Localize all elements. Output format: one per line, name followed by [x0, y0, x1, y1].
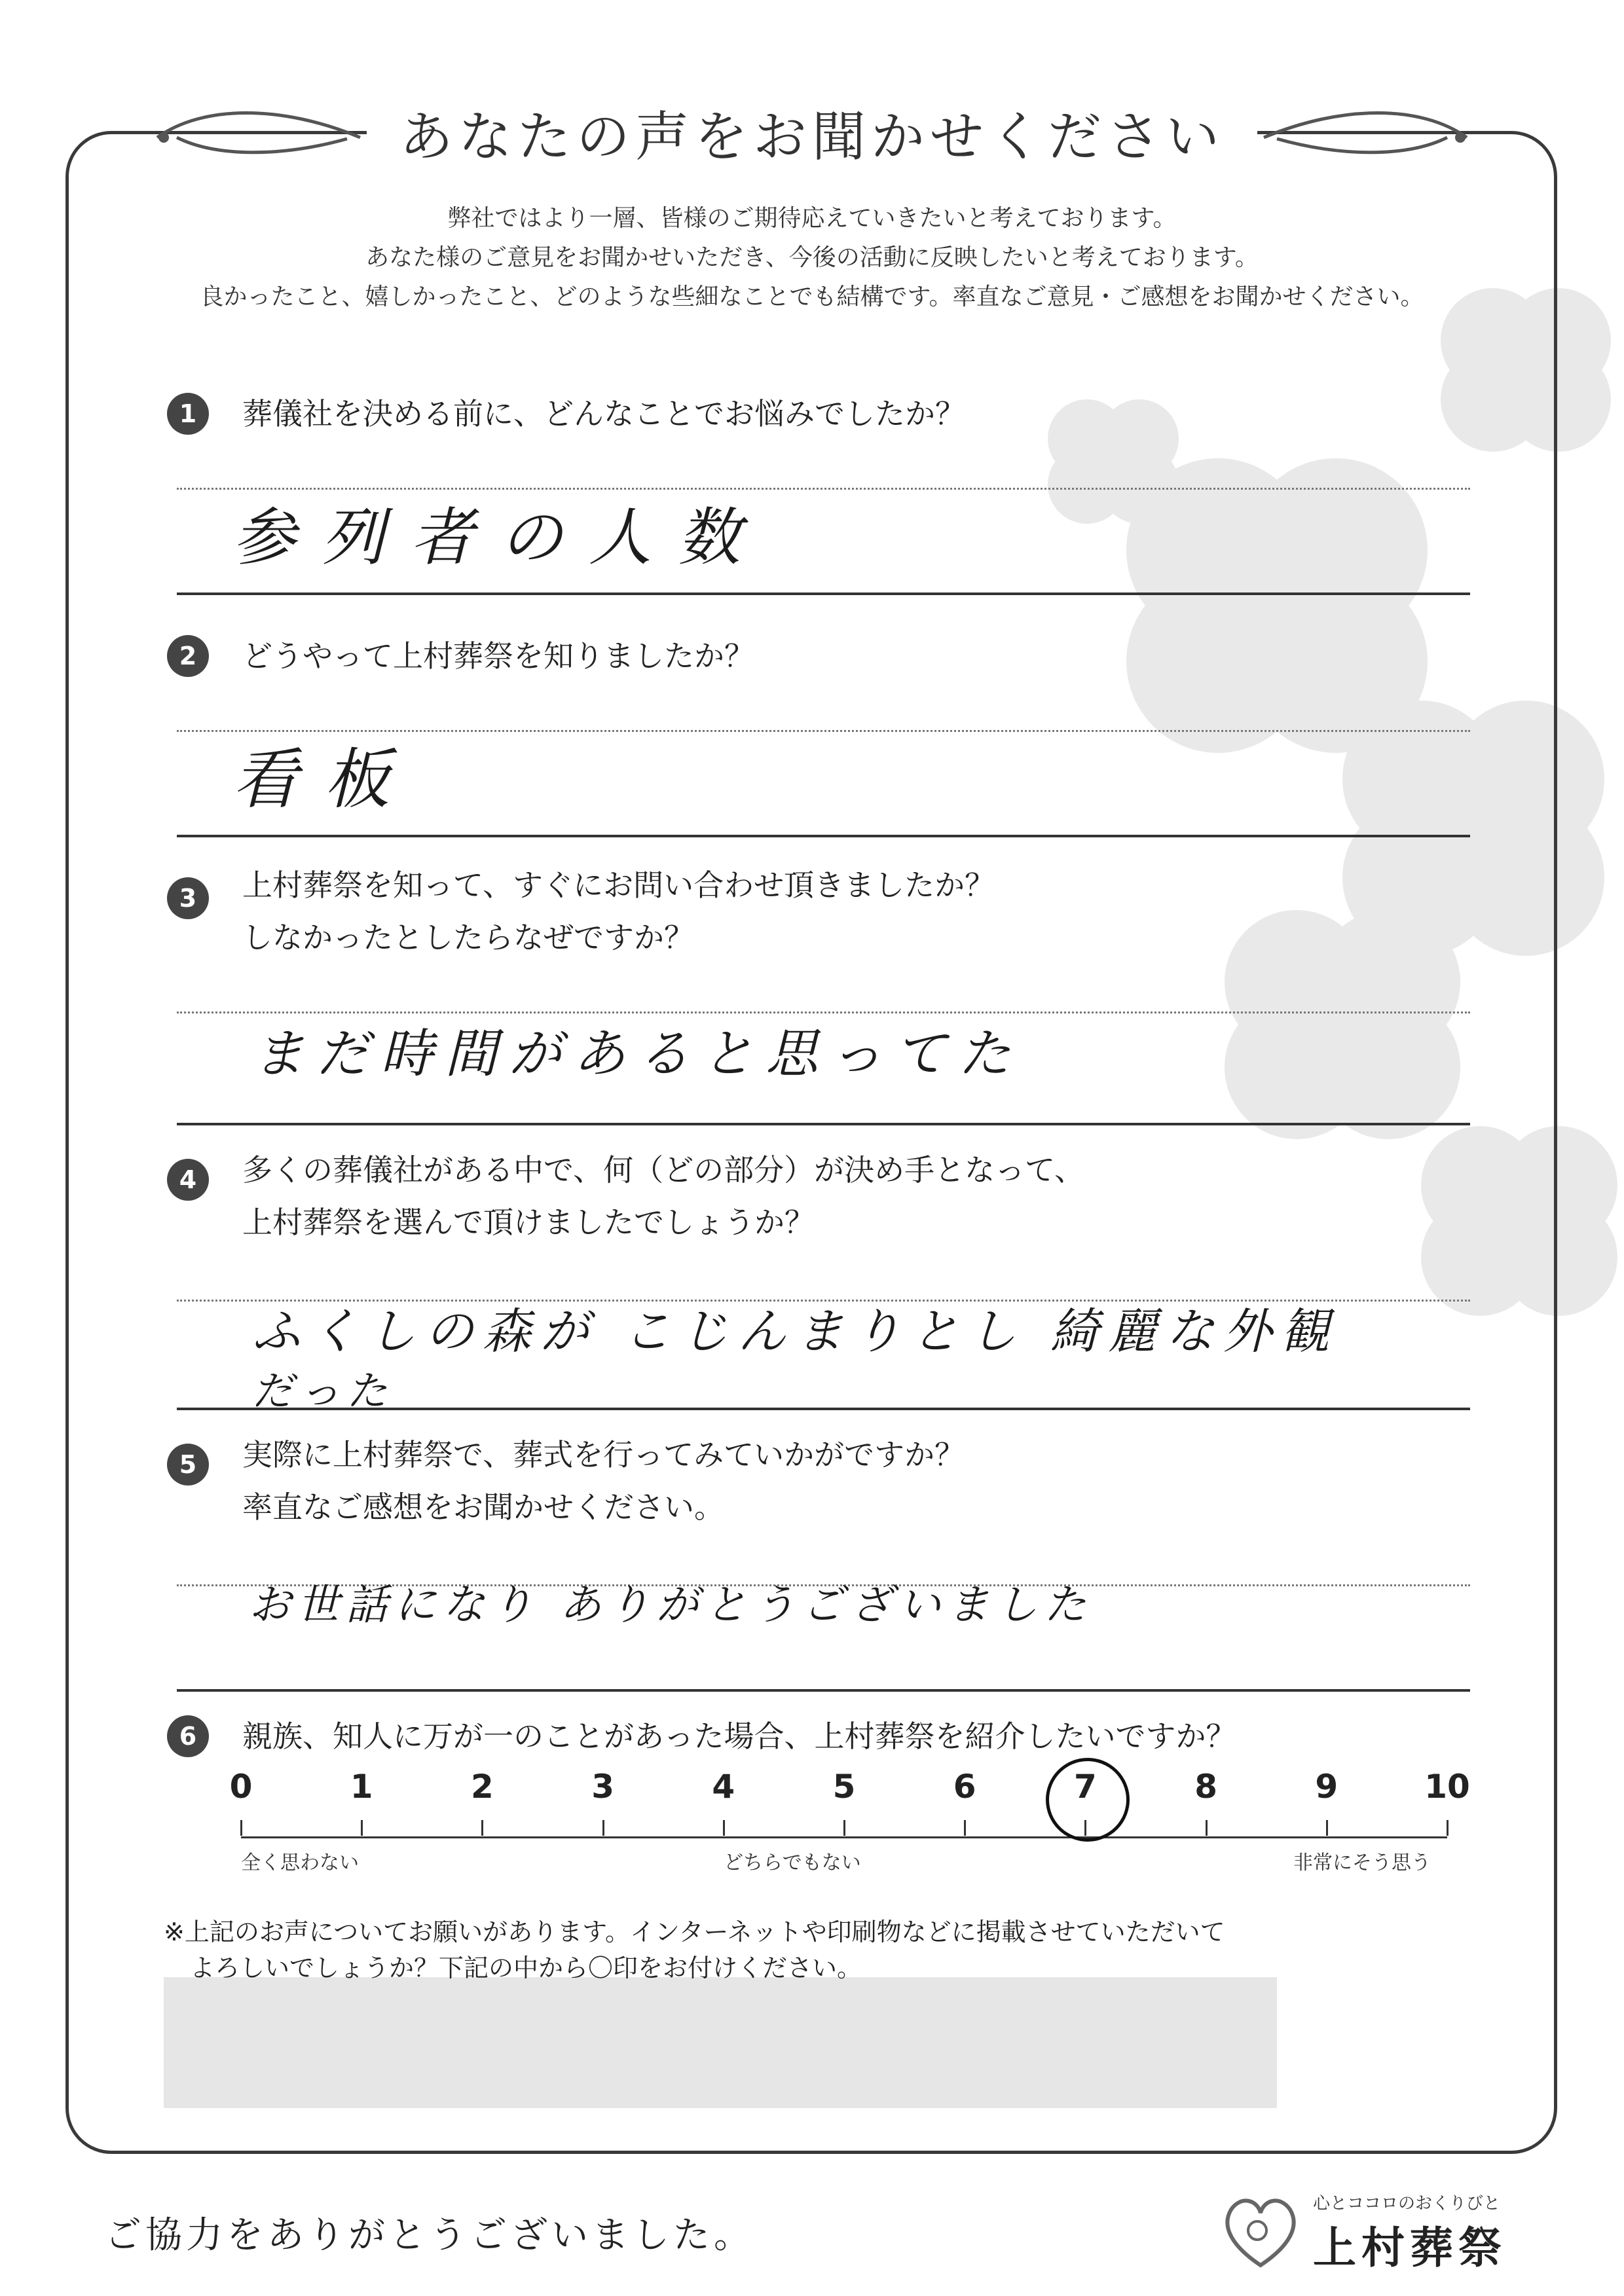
scale-tick-9 — [1326, 1820, 1328, 1836]
answer-1: 参列者の人数 — [232, 501, 767, 574]
question-4-text-line-1: 多くの葬儀社がある中で、何（どの部分）が決め手となって、 — [242, 1152, 1085, 1188]
question-2-badge: 2 — [167, 635, 209, 677]
flourish-left-icon — [151, 98, 367, 177]
flourish-right-icon — [1257, 98, 1473, 177]
divider-1 — [177, 592, 1470, 595]
question-5-badge: 5 — [167, 1444, 209, 1485]
intro-line-2: あなた様のご意見をお聞かせいただき、今後の活動に反映したいと考えております。 — [365, 244, 1259, 271]
question-5-text-line-1: 実際に上村葬祭で、葬式を行ってみていかがですか？ — [242, 1437, 965, 1472]
answer-3: まだ時間があると思ってた — [252, 1023, 1022, 1084]
divider-2 — [177, 835, 1470, 837]
scale-tick-4 — [723, 1820, 725, 1836]
question-6-text: 親族、知人に万が一のことがあった場合、上村葬祭を紹介したいですか？ — [242, 1719, 1236, 1754]
scale-number-4[interactable]: 4 — [712, 1768, 735, 1806]
answer-4-line-1: ふくしの森が こじんまりとし 綺麗な外観 — [252, 1303, 1339, 1360]
brand-name: 上村葬祭 — [1313, 2223, 1507, 2273]
scale-mid-label: どちらでもない — [724, 1851, 861, 1874]
question-5-text-line-2: 率直なご感想をお聞かせください。 — [242, 1489, 724, 1525]
question-2-text: どうやって上村葬祭を知りましたか？ — [242, 638, 754, 674]
scale-tick-5 — [843, 1820, 845, 1836]
scale-number-7[interactable]: 7 — [1073, 1768, 1097, 1806]
scale-number-6[interactable]: 6 — [953, 1768, 976, 1806]
heart-logo-icon — [1218, 2190, 1303, 2275]
page-title: あなたの声をお聞かせください — [367, 98, 1257, 177]
question-3-badge: 3 — [167, 877, 209, 919]
divider-5 — [177, 1689, 1470, 1692]
scale-tick-8 — [1206, 1820, 1208, 1836]
question-3-text-line-1: 上村葬祭を知って、すぐにお問い合わせ頂きましたか？ — [242, 867, 995, 903]
brand-tagline: 心とココロのおくりびと — [1313, 2194, 1501, 2214]
scale-tick-0 — [240, 1820, 242, 1836]
answer-4-line-2: だった — [252, 1367, 394, 1415]
footer-thanks: ご協力をありがとうございました。 — [105, 2214, 754, 2257]
scale-number-2[interactable]: 2 — [470, 1768, 494, 1806]
scale-number-8[interactable]: 8 — [1194, 1768, 1217, 1806]
divider-3 — [177, 1123, 1470, 1125]
scale-tick-10 — [1447, 1820, 1449, 1836]
scale-axis — [241, 1836, 1447, 1838]
scale-tick-1 — [361, 1820, 363, 1836]
scale-high-label: 非常にそう思う — [1293, 1851, 1431, 1874]
question-6-badge: 6 — [167, 1715, 209, 1757]
scale-number-1[interactable]: 1 — [350, 1768, 373, 1806]
answer-2: 看板 — [232, 741, 416, 818]
intro-line-3: 良かったこと、嬉しかったこと、どのような些細なことでも結構です。率直なご意見・ご感想をお聞かせください。 — [200, 283, 1424, 310]
scale-number-0[interactable]: 0 — [229, 1768, 253, 1806]
notice-line-2: よろしいでしょうか？下記の中から〇印をお付けください。 — [190, 1954, 862, 1982]
scale-number-3[interactable]: 3 — [591, 1768, 614, 1806]
question-4-badge: 4 — [167, 1159, 209, 1201]
question-1-text: 葬儀社を決める前に、どんなことでお悩みでしたか？ — [242, 396, 965, 431]
scale-tick-6 — [964, 1820, 966, 1836]
question-3-text-line-2: しなかったとしたらなぜですか？ — [242, 920, 694, 955]
intro-line-1: 弊社ではより一層、皆様のご期待応えていきたいと考えております。 — [447, 205, 1177, 232]
scale-number-10[interactable]: 10 — [1424, 1768, 1470, 1806]
divider-4 — [177, 1408, 1470, 1410]
question-1-badge: 1 — [167, 393, 209, 435]
scale-number-9[interactable]: 9 — [1315, 1768, 1338, 1806]
notice-line-1: ※上記のお声についてお願いがあります。インターネットや印刷物などに掲載させていただいて — [164, 1918, 1225, 1946]
question-4-text-line-2: 上村葬祭を選んで頂けましたでしょうか？ — [242, 1205, 815, 1240]
answer-5: お世話になり ありがとうございました — [249, 1581, 1093, 1630]
scale-tick-3 — [602, 1820, 604, 1836]
scale-low-label: 全く思わない — [241, 1851, 359, 1874]
scale-tick-2 — [481, 1820, 483, 1836]
scale-number-5[interactable]: 5 — [832, 1768, 856, 1806]
